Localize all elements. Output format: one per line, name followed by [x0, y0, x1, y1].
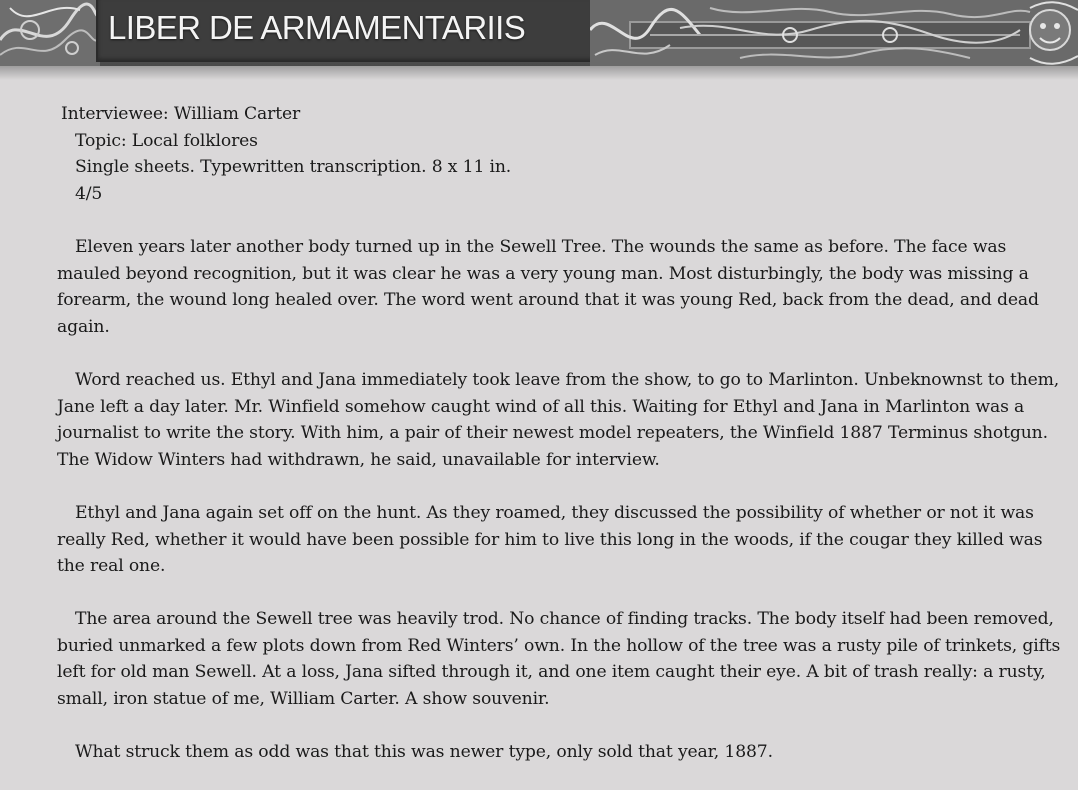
header-banner: [0, 0, 1078, 66]
paragraph-2: Word reached us. Ethyl and Jana immediately took leave from the show, to go to Marlinton. Unbeknownst to them, Jane left a day later. Mr. Winfield somehow caught wind of all this. Waiting for Ethyl and Jana in Marlinton was a journalist to write the story. With him, a pair of their newest model repeaters, the Winfield 1887 Terminus shotgun. The Widow Winters had withdrawn, he said, unavailable for interview.: [57, 369, 1060, 470]
header-divider: [0, 66, 1078, 80]
page-title: LIBER DE ARMAMENTARIIS: [108, 9, 526, 46]
paragraph-3: Ethyl and Jana again set off on the hunt. As they roamed, they discussed the possibility of whether or not it was really Red, whether it would have been possible for him to live this long in the woods, if the cougar they killed was the real one.: [57, 502, 1043, 577]
interviewee-line: Interviewee: William Carter: [61, 104, 301, 124]
ornament-left-icon: [0, 0, 100, 66]
paragraph-4: The area around the Sewell tree was heavily trod. No chance of finding tracks. The body itself had been removed, buried unmarked a few plots down from Red Winters’ own. In the hollow of the tree was a rusty pile of trinkets, gifts left for old man Sewell. At a loss, Jana sifted through it, and one item caught their eye. A bit of trash really: a rusty, small, iron statue of me, William Carter. A show souvenir.: [57, 609, 1061, 710]
ornament-right-icon: [590, 0, 1078, 66]
document-body: [57, 101, 1067, 766]
page-number: 4/5: [75, 183, 103, 204]
paragraph-5: What struck them as odd was that this was newer type, only sold that year, 1887.: [75, 742, 773, 763]
paragraph-1: Eleven years later another body turned up in the Sewell Tree. The wounds the same as before. The face was mauled beyond recognition, but it was clear he was a very young man. Most disturbingly, the body was missing a forearm, the wound long healed over. The word went around that it was young Red, back from the dead, and dead again.: [57, 236, 1039, 337]
topic-line: Topic: Local folklores: [75, 130, 258, 151]
format-line: Single sheets. Typewritten transcription. 8 x 11 in.: [75, 157, 512, 178]
